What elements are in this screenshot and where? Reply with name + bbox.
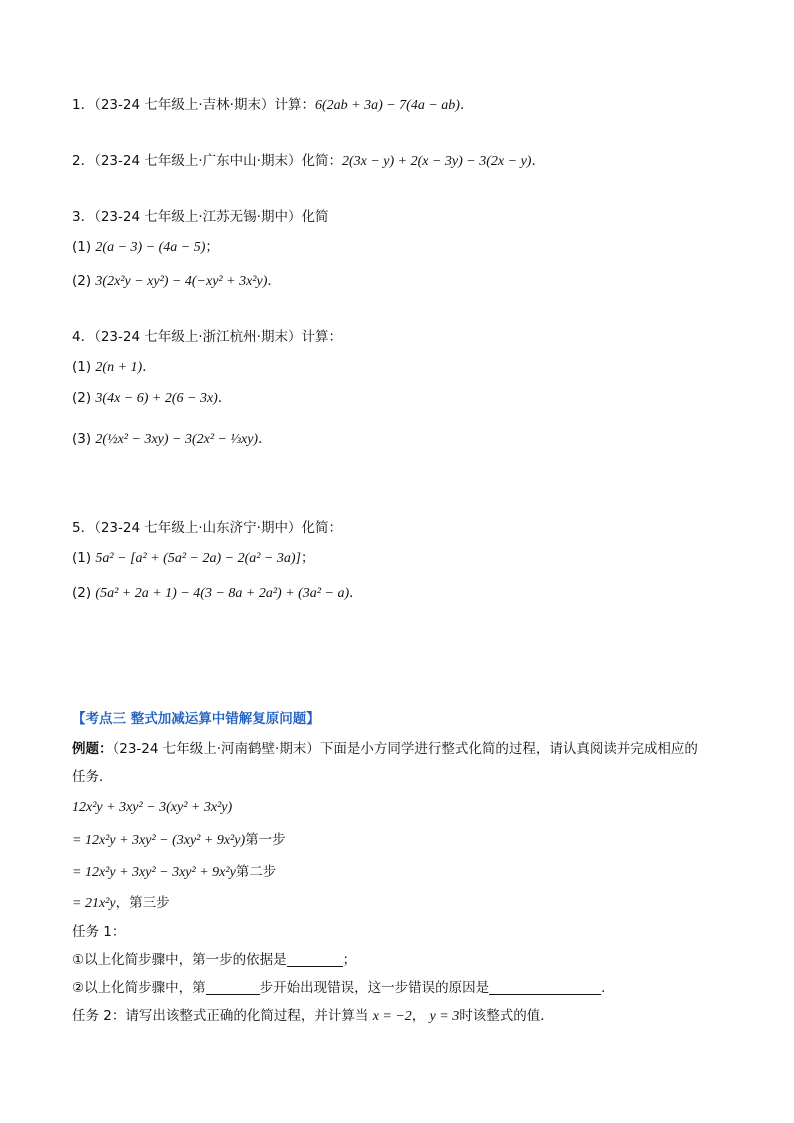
answer-blank[interactable] — [489, 980, 601, 995]
end-punct: ． — [531, 153, 545, 169]
end-punct: ． — [601, 980, 615, 996]
step-note: ，第三步 — [115, 895, 170, 911]
question-text: ②以上化简步骤中，第 — [72, 980, 206, 996]
answer-blank[interactable] — [287, 952, 343, 967]
task1-question-2 — [72, 979, 615, 997]
end-punct: ； — [301, 550, 315, 566]
math-expression: 5a² − [a² + (5a² − 2a) − 2(a² − 3a)] — [95, 551, 301, 566]
end-punct: ； — [342, 952, 357, 968]
step-3 — [72, 894, 170, 913]
problem-number: 1． — [72, 97, 95, 113]
example-intro — [72, 740, 698, 758]
example-text-line2: 任务． — [72, 769, 113, 785]
problem-3-part-1 — [72, 238, 219, 257]
problem-number: 3． — [72, 209, 95, 225]
problem-5 — [72, 519, 342, 537]
example-label: 例题： — [72, 741, 113, 757]
part-label: (3) — [72, 431, 92, 447]
answer-blank[interactable] — [206, 980, 260, 995]
task2-text: 任务 2：请写出该整式正确的化简过程，并计算当 — [72, 1008, 369, 1024]
step-0 — [72, 798, 232, 817]
question-text: 步开始出现错误，这一步错误的原因是 — [259, 980, 490, 996]
problem-task: 计算： — [274, 97, 315, 113]
problem-5-part-2 — [72, 584, 363, 603]
problem-5-part-1 — [72, 549, 315, 568]
problem-source: （23-24 七年级上·广东中山·期末） — [94, 153, 302, 169]
problem-4-part-3 — [72, 430, 272, 449]
step-2 — [72, 863, 276, 882]
problem-1 — [72, 96, 473, 115]
end-punct: ． — [267, 273, 281, 289]
part-label: (2) — [72, 273, 92, 289]
problem-4 — [72, 328, 342, 346]
end-punct: ． — [217, 390, 232, 406]
step-expression: = 12x²y + 3xy² − (3xy² + 9x²y) — [72, 833, 246, 848]
problem-source: （23-24 七年级上·浙江杭州·期末） — [94, 329, 302, 345]
end-punct: ； — [205, 239, 219, 255]
step-1 — [72, 831, 286, 850]
problem-number: 4． — [72, 329, 95, 345]
step-expression: = 21x²y — [72, 896, 116, 911]
math-expression: 2(n + 1) — [95, 360, 143, 375]
problem-number: 5． — [72, 520, 95, 536]
problem-task: 化简： — [301, 153, 342, 169]
part-label: (1) — [72, 359, 92, 375]
part-label: (1) — [72, 239, 92, 255]
part-label: (1) — [72, 550, 92, 566]
problem-source: （23-24 七年级上·江苏无锡·期中） — [94, 209, 302, 225]
problem-task: 化简 — [301, 209, 329, 225]
task2 — [72, 1007, 554, 1026]
problem-4-part-1 — [72, 358, 156, 377]
part-label: (2) — [72, 585, 92, 601]
problem-number: 2． — [72, 153, 95, 169]
question-text: ①以上化简步骤中，第一步的依据是 — [72, 952, 287, 968]
math-expression: (5a² + 2a + 1) − 4(3 − 8a + 2a²) + (3a² − a) — [95, 586, 350, 601]
end-punct: ． — [142, 359, 156, 375]
end-punct: ． — [258, 431, 272, 447]
task2-end: 时该整式的值． — [459, 1008, 554, 1024]
problem-source: （23-24 七年级上·山东济宁·期中） — [94, 520, 302, 536]
x-value: x = −2 — [372, 1009, 412, 1024]
example-text: （23-24 七年级上·河南鹤壁·期末）下面是小方同学进行整式化简的过程，请认真阅读并完成相应的 — [112, 741, 698, 757]
y-value: y = 3 — [429, 1009, 460, 1024]
step-expression: = 12x²y + 3xy² − 3xy² + 9x²y — [72, 865, 236, 880]
math-expression: 2(3x − y) + 2(x − 3y) − 3(2x − y) — [341, 154, 532, 169]
step-note: 第一步 — [245, 832, 286, 848]
problem-3 — [72, 208, 328, 226]
problem-4-part-2 — [72, 389, 231, 408]
part-label: (2) — [72, 390, 92, 406]
step-expression: 12x²y + 3xy² − 3(xy² + 3x²y) — [72, 800, 233, 815]
problem-2 — [72, 152, 545, 171]
problem-3-part-2 — [72, 272, 281, 291]
step-note: 第二步 — [235, 864, 277, 880]
math-expression: 6(2ab + 3a) − 7(4a − ab) — [314, 98, 460, 113]
section-heading: 【考点三 整式加减运算中错解复原问题】 — [72, 711, 320, 727]
separator: ， — [411, 1008, 426, 1024]
math-expression: 2(a − 3) − (4a − 5) — [95, 240, 206, 255]
problem-task: 化简： — [301, 520, 342, 536]
task1-label: 任务 1： — [72, 924, 126, 940]
problem-source: （23-24 七年级上·吉林·期末） — [94, 97, 275, 113]
math-expression: 2(½x² − 3xy) − 3(2x² − ⅓xy) — [95, 432, 259, 447]
end-punct: ． — [349, 585, 363, 601]
math-expression: 3(4x − 6) + 2(6 − 3x) — [95, 391, 218, 406]
task1-question-1 — [72, 951, 356, 969]
end-punct: ． — [459, 97, 474, 113]
math-expression: 3(2x²y − xy²) − 4(−xy² + 3x²y) — [95, 274, 268, 289]
problem-task: 计算： — [301, 329, 342, 345]
